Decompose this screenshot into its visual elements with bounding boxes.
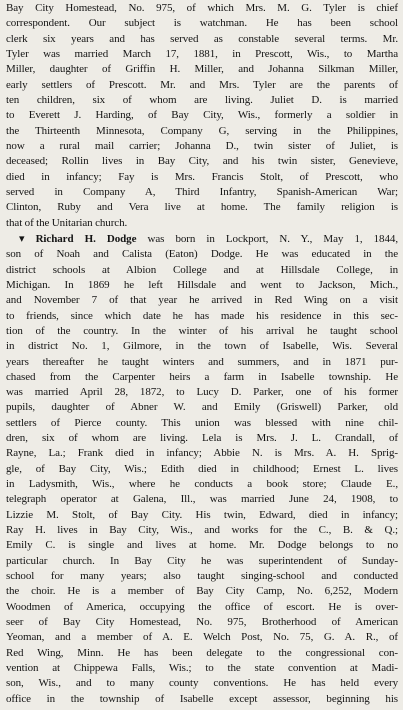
text-line: Yeoman, and a member of A. E. Welch Post, No. 75, G. A. R., of xyxy=(6,631,398,644)
text-line: telegraph operator at Galena, Ill., was married June 24, 1908, to xyxy=(6,493,398,506)
text-line-rest: was born in Lockport, N. Y., May 1, 1844, xyxy=(136,232,398,245)
paragraph-bullet-mark: ▾ xyxy=(19,232,25,245)
text-line: particular church. In Bay City he was superintendent of Sunday- xyxy=(6,554,398,567)
text-line: office in the township of Isabelle except assessor, beginning his xyxy=(6,692,398,705)
text-line: school for many years; also taught singing-school and conducted xyxy=(6,570,398,583)
text-line: seer of Bay City Homestead, No. 975, Brotherhood of American xyxy=(6,616,398,629)
text-line: in district No. 1, Gilmore, in the town of Isabelle, Wis. Several xyxy=(6,340,398,353)
subject-name: Richard H. Dodge xyxy=(35,232,137,245)
text-line: son, Wis., and to many county conventions. He has held every xyxy=(6,677,398,690)
document-page xyxy=(6,0,398,710)
text-line: was married April 28, 1872, to Lucy D. Parker, one of his former xyxy=(6,386,398,399)
text-line: Rayne, La.; Frank died in infancy; Abbie N. is Mrs. A. H. Sprig- xyxy=(6,447,398,460)
text-line: district schools at Albion College and at Hillsdale College, in xyxy=(6,263,398,276)
text-line: ten children, six of whom are living. Juliet D. is married xyxy=(6,93,398,106)
text-line: tion of the country. In the winter of his arrival he taught school xyxy=(6,324,398,337)
text-line: Tyler was married March 17, 1881, in Prescott, Wis., to Martha xyxy=(6,47,398,60)
text-line: to Everett J. Harding, of Bay City, Wis., formerly a soldier in xyxy=(6,109,398,122)
text-line: early settlers of Prescott. Mr. and Mrs. Tyler are the parents of xyxy=(6,78,398,91)
text-line: deceased; Rollin lives in Bay City, and his twin sister, Genevieve, xyxy=(6,155,398,168)
text-line: Clinton, Ruby and Vera live at home. The family religion is xyxy=(6,201,398,214)
text-line: Michigan. In 1869 he left Hillsdale and went to Jackson, Mich., xyxy=(6,278,398,291)
text-line: that of the Unitarian church. xyxy=(6,216,128,229)
text-line: son of Noah and Calista (Eaton) Dodge. He was educated in the xyxy=(6,248,398,261)
text-line: Red Wing, Minn. He has been delegate to the congressional con- xyxy=(6,646,398,659)
text-line: Bay City Homestead, No. 975, of which Mrs. M. G. Tyler is chief xyxy=(6,2,398,14)
text-line: Woodmen of America, occupying the office of escort. He is over- xyxy=(6,600,398,613)
text-line: clerk six years and has served as constable several terms. Mr. xyxy=(6,32,398,45)
text-line: Ray H. lives in Bay City, Wis., and works for the C., B. & Q.; xyxy=(6,524,398,537)
text-line: years thereafter he taught winters and summers, and in 1871 pur- xyxy=(6,355,398,368)
text-line: gle, of Bay City, Wis.; Edith died in childhood; Ernest L. lives xyxy=(6,462,398,475)
text-line: chased from the Carpenter heirs a farm in Isabelle township. He xyxy=(6,370,398,383)
text-line: Lizzie M. Stolt, of Bay City. His twin, Edward, died in infancy; xyxy=(6,508,398,521)
text-line: to friends, since which date he has made his residence in this sec- xyxy=(6,309,398,322)
text-line: vention at Chippewa Falls, Wis.; to the state convention at Madi- xyxy=(6,662,398,675)
text-line: settlers of Pierce county. This union was blessed with nine chil- xyxy=(6,416,398,429)
text-line: correspondent. Our subject is watchman. He has been school xyxy=(6,17,398,30)
text-line: dren, six of whom are living. Lela is Mrs. J. L. Crandall, of xyxy=(6,432,398,445)
text-line: Emily C. is single and lives at home. Mr. Dodge belongs to no xyxy=(6,539,398,552)
text-line: served in Company A, Third Infantry, Spanish-American War; xyxy=(6,185,398,198)
paragraph-first-line xyxy=(19,232,398,247)
text-line: died in infancy; Fay is Mrs. Francis Stolt, of Prescott, who xyxy=(6,170,398,183)
text-line: the choir. He is a member of Bay City Camp, No. 6,252, Modern xyxy=(6,585,398,598)
text-line: pupils, daughter of Abner W. and Emily (Griswell) Parker, old xyxy=(6,401,398,414)
text-line: in Ladysmith, Wis., where he conducts a book store; Claude E., xyxy=(6,478,398,491)
text-line: the Thirteenth Minnesota, Company G, serving in the Philippines, xyxy=(6,124,398,137)
text-line: Miller, daughter of Griffin H. Miller, and Johanna Silkman Miller, xyxy=(6,63,398,76)
text-line: now a rural mail carrier; Johanna D., twin sister of Juliet, is xyxy=(6,139,398,152)
text-line: and November 7 of that year he arrived in Red Wing on a visit xyxy=(6,294,398,307)
